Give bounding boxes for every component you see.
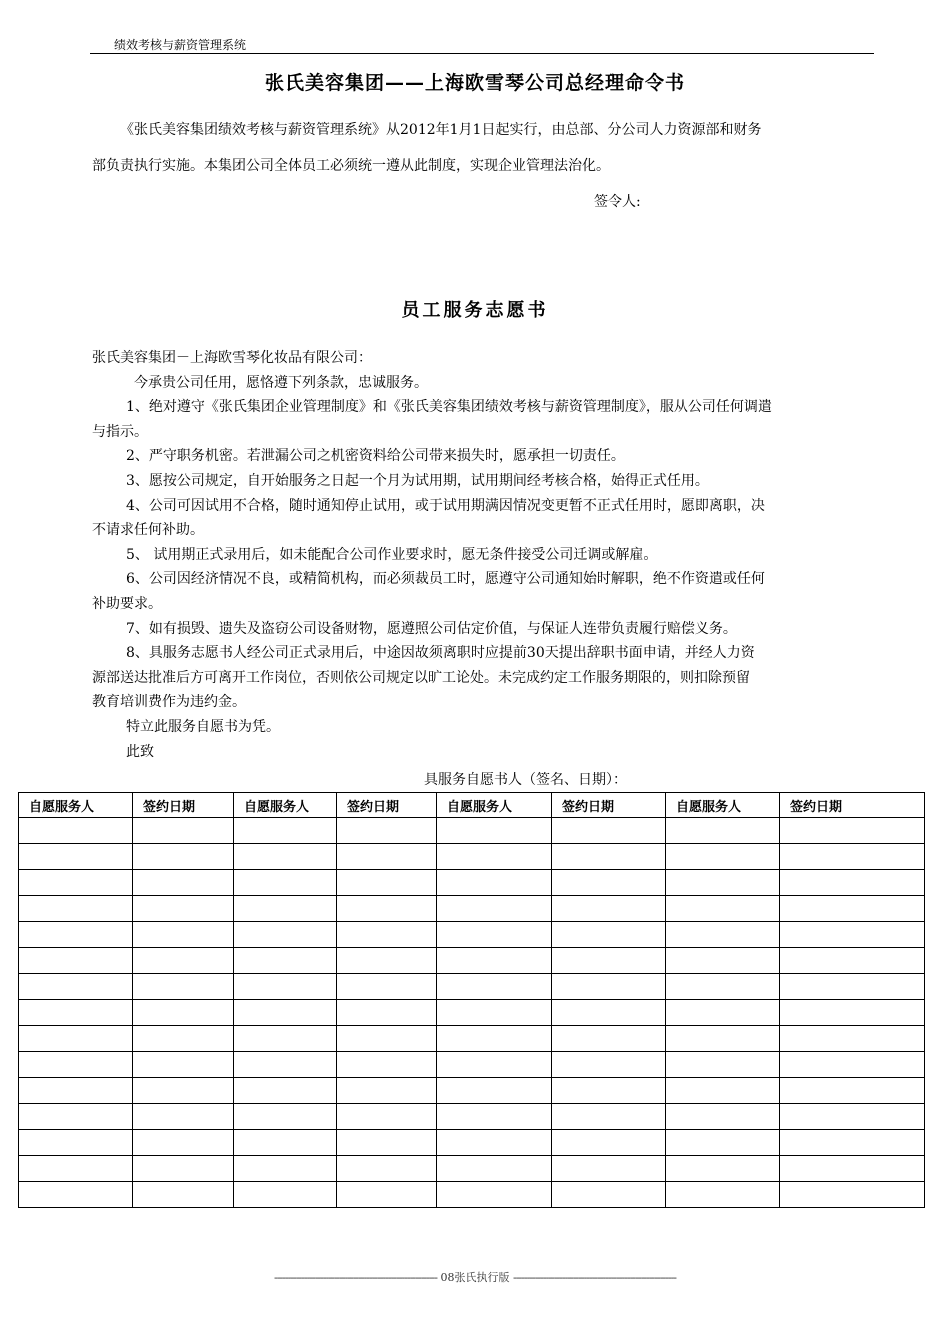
header-rule: [90, 53, 874, 54]
signature-cell[interactable]: [19, 922, 133, 948]
column-header: 签约日期: [337, 793, 437, 818]
table-row: [19, 870, 925, 896]
signature-cell[interactable]: [133, 818, 234, 844]
signature-cell[interactable]: [552, 1130, 666, 1156]
signature-cell[interactable]: [133, 870, 234, 896]
signature-cell[interactable]: [780, 1052, 925, 1078]
signature-cell[interactable]: [552, 818, 666, 844]
signature-cell[interactable]: [437, 1052, 552, 1078]
signature-cell[interactable]: [780, 1130, 925, 1156]
signature-cell[interactable]: [552, 1052, 666, 1078]
signature-cell[interactable]: [666, 1078, 780, 1104]
signature-cell[interactable]: [780, 948, 925, 974]
table-row: [19, 1104, 925, 1130]
signature-cell[interactable]: [337, 1104, 437, 1130]
signature-cell[interactable]: [234, 818, 337, 844]
signature-cell[interactable]: [437, 1000, 552, 1026]
signature-cell[interactable]: [337, 922, 437, 948]
signature-cell[interactable]: [666, 974, 780, 1000]
signature-cell[interactable]: [133, 922, 234, 948]
signature-cell[interactable]: [337, 1052, 437, 1078]
signature-cell[interactable]: [337, 1130, 437, 1156]
signature-cell[interactable]: [780, 922, 925, 948]
order-paragraph-1: 《张氏美容集团绩效考核与薪资管理系统》从2012年1月1日起实行，由总部、分公司人力资源部和财务: [120, 122, 762, 138]
signature-cell[interactable]: [133, 1026, 234, 1052]
signature-cell[interactable]: [19, 1182, 133, 1208]
signature-cell[interactable]: [133, 948, 234, 974]
pledge-salutation: 此致: [126, 743, 154, 760]
signature-cell[interactable]: [666, 844, 780, 870]
signature-cell[interactable]: [19, 1026, 133, 1052]
signature-cell[interactable]: [437, 896, 552, 922]
signature-cell[interactable]: [337, 1026, 437, 1052]
pledge-closing: 特立此服务自愿书为凭。: [126, 718, 280, 735]
signature-cell[interactable]: [337, 870, 437, 896]
signature-cell[interactable]: [666, 1182, 780, 1208]
pledge-clause-6: 6、公司因经济情况不良，或精简机构，而必须裁员工时，愿遵守公司通知始时解职，绝不作资遣或任何: [126, 571, 765, 588]
pledge-clause-4-cont: 不请求任何补助。: [92, 522, 204, 539]
signature-cell[interactable]: [552, 1000, 666, 1026]
signature-cell[interactable]: [133, 1000, 234, 1026]
signature-cell[interactable]: [133, 1182, 234, 1208]
signature-cell[interactable]: [19, 1052, 133, 1078]
signature-cell[interactable]: [780, 818, 925, 844]
signature-cell[interactable]: [337, 1078, 437, 1104]
signature-cell[interactable]: [234, 870, 337, 896]
signature-cell[interactable]: [780, 1104, 925, 1130]
signature-cell[interactable]: [234, 1000, 337, 1026]
signature-cell[interactable]: [337, 896, 437, 922]
signature-cell[interactable]: [133, 1078, 234, 1104]
signature-cell[interactable]: [552, 948, 666, 974]
table-row: [19, 1026, 925, 1052]
signature-cell[interactable]: [552, 1156, 666, 1182]
column-header: 自愿服务人: [437, 793, 552, 818]
footer: [0, 1269, 950, 1285]
order-signer: 签令人:: [594, 194, 641, 210]
signature-cell[interactable]: [780, 1078, 925, 1104]
signature-cell[interactable]: [552, 1104, 666, 1130]
signature-cell[interactable]: [437, 1130, 552, 1156]
signature-cell[interactable]: [666, 922, 780, 948]
pledge-addressee: 张氏美容集团－上海欧雪琴化妆品有限公司：: [92, 350, 372, 366]
signature-cell[interactable]: [337, 1182, 437, 1208]
signature-cell[interactable]: [19, 818, 133, 844]
signature-cell[interactable]: [19, 948, 133, 974]
pledge-clause-5: 5、 试用期正式录用后，如未能配合公司作业要求时，愿无条件接受公司迁调或解雇。: [126, 546, 658, 563]
table-row: [19, 818, 925, 844]
signature-cell[interactable]: [780, 1026, 925, 1052]
pledge-intro: 今承贵公司任用，愿恪遵下列条款，忠诚服务。: [134, 374, 428, 391]
table-row: [19, 1182, 925, 1208]
pledge-title: 员工服务志愿书: [401, 300, 549, 321]
signature-cell[interactable]: [666, 1130, 780, 1156]
table-row: [19, 896, 925, 922]
signature-cell[interactable]: [666, 1104, 780, 1130]
signature-cell[interactable]: [666, 948, 780, 974]
pledge-clause-3: 3、愿按公司规定，自开始服务之日起一个月为试用期，试用期间经考核合格，始得正式任用。: [126, 472, 709, 489]
signature-cell[interactable]: [666, 896, 780, 922]
table-row: [19, 1052, 925, 1078]
signature-cell[interactable]: [234, 1156, 337, 1182]
table-row: [19, 1078, 925, 1104]
signature-cell[interactable]: [437, 1026, 552, 1052]
signature-cell[interactable]: [780, 1156, 925, 1182]
signature-cell[interactable]: [552, 974, 666, 1000]
footer-dash-left: ------------------------------------------------------------: [273, 1271, 437, 1284]
column-header: 自愿服务人: [19, 793, 133, 818]
signature-cell[interactable]: [666, 1000, 780, 1026]
order-title: 张氏美容集团——上海欧雪琴公司总经理命令书: [264, 72, 685, 94]
pledge-clause-8: 8、具服务志愿书人经公司正式录用后，中途因故须离职时应提前30天提出辞职书面申请，并经人力资: [126, 645, 755, 662]
pledge-clause-2: 2、严守职务机密。若泄漏公司之机密资料给公司带来损失时，愿承担一切责任。: [126, 448, 625, 465]
signature-line: 具服务自愿书人（签名、日期）：: [424, 772, 627, 788]
signature-cell[interactable]: [666, 1026, 780, 1052]
column-header: 自愿服务人: [234, 793, 337, 818]
table-row: [19, 1156, 925, 1182]
pledge-clause-8-cont: 源部送达批准后方可离开工作岗位，否则依公司规定以旷工论处。未完成约定工作服务期限的，则扣除预留: [92, 669, 750, 686]
signature-cell[interactable]: [19, 1156, 133, 1182]
column-header: 自愿服务人: [666, 793, 780, 818]
footer-dash-right: ------------------------------------------------------------: [513, 1271, 677, 1284]
signature-cell[interactable]: [19, 844, 133, 870]
signature-cell[interactable]: [337, 1000, 437, 1026]
signature-cell[interactable]: [133, 1052, 234, 1078]
signature-cell[interactable]: [552, 922, 666, 948]
signature-cell[interactable]: [437, 974, 552, 1000]
signature-cell[interactable]: [133, 896, 234, 922]
signature-cell[interactable]: [552, 1078, 666, 1104]
table-header-row: [19, 793, 925, 818]
signature-cell[interactable]: [133, 1104, 234, 1130]
signature-cell[interactable]: [437, 948, 552, 974]
signature-cell[interactable]: [337, 1156, 437, 1182]
table-row: [19, 844, 925, 870]
pledge-clause-1: 1、绝对遵守《张氏集团企业管理制度》和《张氏美容集团绩效考核与薪资管理制度》，服从公司任何调遣: [126, 399, 772, 416]
signature-cell[interactable]: [234, 896, 337, 922]
footer-text: 08张氏执行版: [440, 1271, 510, 1284]
signature-cell[interactable]: [337, 818, 437, 844]
signature-cell[interactable]: [780, 870, 925, 896]
signature-cell[interactable]: [234, 1130, 337, 1156]
signature-cell[interactable]: [552, 1026, 666, 1052]
signature-cell[interactable]: [234, 1026, 337, 1052]
signature-cell[interactable]: [780, 844, 925, 870]
signature-cell[interactable]: [666, 870, 780, 896]
column-header: 签约日期: [780, 793, 925, 818]
pledge-clause-7: 7、如有损毁、遗失及盗窃公司设备财物，愿遵照公司估定价值，与保证人连带负责履行赔偿义务。: [126, 620, 737, 637]
signature-cell[interactable]: [666, 1156, 780, 1182]
header-title: 绩效考核与薪资管理系统: [114, 38, 247, 52]
signature-cell[interactable]: [337, 844, 437, 870]
signature-cell[interactable]: [552, 896, 666, 922]
signature-cell[interactable]: [780, 1000, 925, 1026]
signature-cell[interactable]: [780, 896, 925, 922]
signature-cell[interactable]: [19, 1078, 133, 1104]
signature-cell[interactable]: [19, 870, 133, 896]
signature-cell[interactable]: [19, 1130, 133, 1156]
signature-cell[interactable]: [234, 922, 337, 948]
signature-cell[interactable]: [437, 818, 552, 844]
table-row: [19, 1130, 925, 1156]
signature-cell[interactable]: [337, 948, 437, 974]
signature-cell[interactable]: [19, 974, 133, 1000]
signature-cell[interactable]: [234, 1104, 337, 1130]
column-header: 签约日期: [552, 793, 666, 818]
signature-cell[interactable]: [19, 1000, 133, 1026]
signature-cell[interactable]: [133, 844, 234, 870]
signature-cell[interactable]: [552, 870, 666, 896]
signature-cell[interactable]: [666, 1052, 780, 1078]
signature-cell[interactable]: [234, 1052, 337, 1078]
table-row: [19, 1000, 925, 1026]
signature-cell[interactable]: [780, 1182, 925, 1208]
signature-cell[interactable]: [437, 1182, 552, 1208]
pledge-clause-8-cont-2: 教育培训费作为违约金。: [92, 694, 246, 711]
signature-table: [18, 792, 925, 1208]
signature-cell[interactable]: [437, 922, 552, 948]
signature-cell[interactable]: [19, 896, 133, 922]
signature-cell[interactable]: [337, 974, 437, 1000]
signature-cell[interactable]: [780, 974, 925, 1000]
signature-cell[interactable]: [437, 1104, 552, 1130]
signature-cell[interactable]: [437, 844, 552, 870]
table-row: [19, 922, 925, 948]
signature-cell[interactable]: [234, 844, 337, 870]
signature-cell[interactable]: [234, 1182, 337, 1208]
order-paragraph-2: 部负责执行实施。本集团公司全体员工必须统一遵从此制度，实现企业管理法治化。: [92, 158, 610, 174]
table-row: [19, 948, 925, 974]
signature-cell[interactable]: [133, 1156, 234, 1182]
column-header: 签约日期: [133, 793, 234, 818]
table-row: [19, 974, 925, 1000]
pledge-clause-1-cont: 与指示。: [92, 423, 148, 440]
signature-cell[interactable]: [437, 1078, 552, 1104]
signature-cell[interactable]: [133, 974, 234, 1000]
signature-cell[interactable]: [552, 844, 666, 870]
signature-cell[interactable]: [234, 948, 337, 974]
signature-cell[interactable]: [666, 818, 780, 844]
signature-cell[interactable]: [133, 1130, 234, 1156]
pledge-clause-6-cont: 补助要求。: [92, 595, 162, 612]
signature-cell[interactable]: [437, 870, 552, 896]
signature-cell[interactable]: [234, 1078, 337, 1104]
signature-cell[interactable]: [437, 1156, 552, 1182]
pledge-body: [92, 346, 882, 764]
signature-cell[interactable]: [234, 974, 337, 1000]
pledge-clause-4: 4、公司可因试用不合格，随时通知停止试用，或于试用期满因情况变更暂不正式任用时，愿即离职，决: [126, 497, 765, 514]
signature-cell[interactable]: [19, 1104, 133, 1130]
signature-cell[interactable]: [552, 1182, 666, 1208]
